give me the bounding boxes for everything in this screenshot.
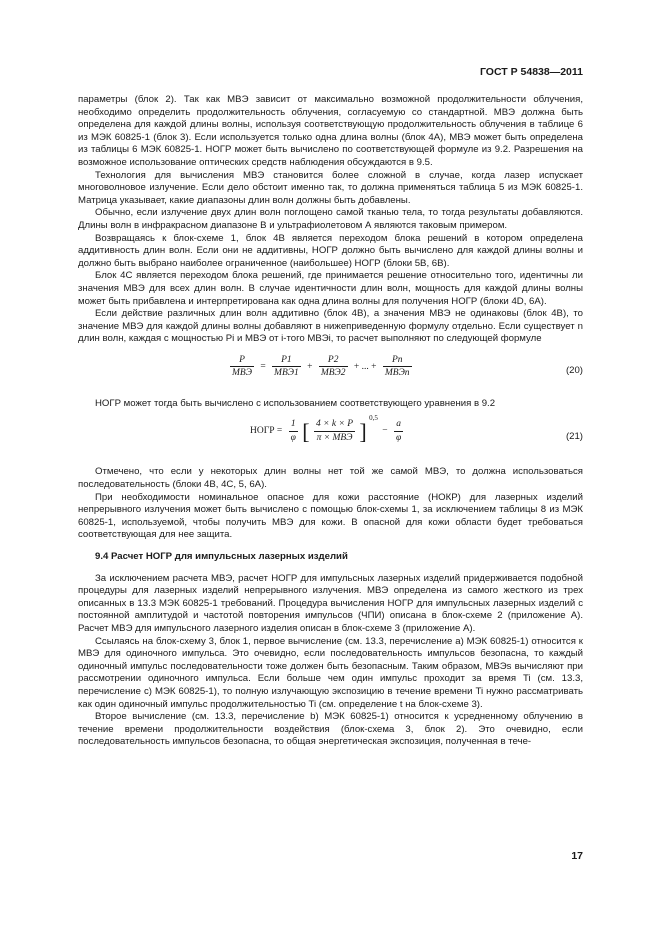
numerator: 4 × k × P: [314, 418, 355, 432]
paragraph: При необходимости номинальное опасное для кожи расстояние (НОКР) для лазерных изделий непрерывного излучения может быть вычислено с помощью блок-схемы 1, за исключением таблицы 8 из МЭК 60825-1, используемой, чтобы получить МВЭ для кожи. В опасной для кожи области будет требоваться соответствующая для нее защита.: [78, 491, 583, 541]
fraction-inner: [314, 418, 355, 444]
page-number: 17: [571, 850, 583, 862]
denominator: МВЭ: [232, 368, 252, 379]
numerator: Pn: [383, 354, 412, 368]
paragraph: Обычно, если излучение двух длин волн поглощено самой тканью тела, то тогда результаты добавляются. Длины волн в инфракрасном диапазоне В и ультрафиолетовом А являются таковым примером.: [78, 207, 583, 231]
fraction-p-mve: [230, 354, 254, 380]
paragraph: Технология для вычисления МВЭ становится более сложной в случае, когда лазер испускает многоволновое излучение. Если дело обстоит именно так, то должна применяться таблица 5 из МЭК 60825-1. Матрица указывает, какие диапазоны длин волн должны быть добавлены.: [78, 169, 583, 206]
paragraph: Отмечено, что если у некоторых длин волны нет той же самой МВЭ, то должна использоваться последовательность (блоки 4В, 4С, 5, 6А).: [78, 466, 583, 491]
document-id: ГОСТ Р 54838—2011: [479, 66, 583, 78]
bracket-open: [: [302, 418, 310, 444]
formula-21-expression: [248, 414, 405, 444]
paragraph: Блок 4С является переходом блока решений, где принимается решение относительно того, идентичны ли значения МВЭ для всех длин волн. В случае идентичности длин волн, мощность для каждой длины волны может быть прибавлена и интерпретирована как одна длина волны для получения НОГР (блоки 4D, 6А).: [78, 270, 583, 307]
fraction-p2: [319, 354, 348, 380]
exponent: 0,5: [369, 414, 378, 423]
denominator: МВЭ2: [320, 368, 346, 379]
denominator: φ: [395, 433, 402, 444]
formula-number: (21): [565, 431, 583, 443]
fraction-pn: [383, 354, 412, 380]
equals-sign: =: [260, 361, 266, 372]
section-heading: 9.4 Расчет НОГР для импульсных лазерных изделий: [95, 551, 348, 563]
paragraph: Возвращаясь к блок-схеме 1, блок 4В является переходом блока решений в котором определена аддитивность длин волн. Если они не аддитивны, НОГР должно быть вычислено для каждой длины волны и должно быть выбрано наиболее ограниченное (наибольшее) НОГР (блоки 5В, 6В).: [78, 232, 583, 269]
formula-21: [78, 416, 583, 460]
fraction-p1: [272, 354, 301, 380]
numerator: 1: [289, 418, 298, 432]
formula-20-expression: [228, 354, 414, 380]
document-body: [78, 94, 583, 749]
plus-sign: +: [307, 361, 313, 372]
paragraph: За исключением расчета МВЭ, расчет НОГР для импульсных лазерных изделий придерживается подобной процедуры для лазерных изделий непрерывного излучения. МВЭ определена из самого жесткого из трех описанных в 13.3 МЭК 60825-1 требований. Процедура вычисления НОГР для импульсных лазерных изделий с постоянной амплитудой и частотой повторения импульсов (ЧПИ) описана в блок-схеме 2 (приложение А). Расчет МВЭ для импульсного лазерного изделия описан в блок-схеме 3 (приложение А).: [78, 572, 583, 634]
denominator: φ: [290, 433, 296, 444]
numerator: P2: [319, 354, 348, 368]
paragraph: Ссылаясь на блок-схему 3, блок 1, первое вычисление (см. 13.3, перечисление а) МЭК 60825-1) относится к МВЭ для одиночного импульса. Это очевидно, если последовательность импульсов безопасна, то каждый одиночный импульс последовательности тоже должен быть безопасным. Таким образом, МВЭs вычисляют при рассмотрении одиночного импульса. Если больше чем один импульс проходит за время Ti (см. 13.3, перечисление с) МЭК 60825-1), то полную излучающую экспозицию в течение времени Ti нужно рассматривать как один одиночный импульс продолжительностью Ti (см. определение t на блок-схеме 3).: [78, 635, 583, 710]
ellipsis-sum: + ... +: [353, 361, 377, 372]
denominator: МВЭ1: [274, 368, 299, 379]
paragraph: НОГР может тогда быть вычислено с использованием соответствующего уравнения в 9.2: [95, 397, 496, 409]
numerator: P1: [272, 354, 301, 368]
formula-20: [78, 352, 583, 392]
lhs-nogr: НОГР =: [250, 426, 283, 437]
paragraph: Если действие различных длин волн аддитивно (блок 4В), а значения МВЭ не одинаковы (блок 4В), то значение МВЭ для каждой длины волны добавляют в нижеприведенную формулу отдельно. Если существует n длин волн, каждая с мощностью Pi и МВЭ от i-того МВЭi, то расчет выполняют по следующей формуле: [78, 308, 583, 345]
numerator: P: [230, 354, 254, 368]
paragraph: Второе вычисление (см. 13.3, перечисление b) МЭК 60825-1) относится к усредненному облучению в течение времени продолжительности воздействия (блок-схема 3, блок 2). Это очевидно, если последовательность импульсов безопасна, то общая энергетическая экспозиция, полученная в тече-: [78, 711, 583, 748]
denominator: МВЭn: [384, 368, 410, 379]
paragraph: параметры (блок 2). Так как МВЭ зависит от максимально возможной продолжительности облучения, необходимо определить продолжительность облучения, согласуемую со стандартной. МВЭ должна быть определена для каждой длины волны, используя соответствующую продолжительность облучения в таблице 6 из МЭК 60825-1 (блок 3). Если используется только одна длина волны (блок 4А), МВЭ может быть определена из таблицы 6 МЭК 60825-1. НОГР может быть вычислено по соответствующей формуле из 9.2. Разрешения на возможное использование оптических средств наблюдения обсуждаются в 9.5.: [78, 94, 583, 168]
minus-sign: −: [382, 426, 388, 437]
denominator: π × МВЭ: [316, 433, 353, 444]
numerator: a: [394, 418, 403, 432]
formula-number: (20): [565, 364, 583, 376]
fraction-a-phi: [394, 418, 403, 444]
fraction-one-phi: [289, 418, 298, 444]
bracket-close: ]: [359, 418, 367, 444]
